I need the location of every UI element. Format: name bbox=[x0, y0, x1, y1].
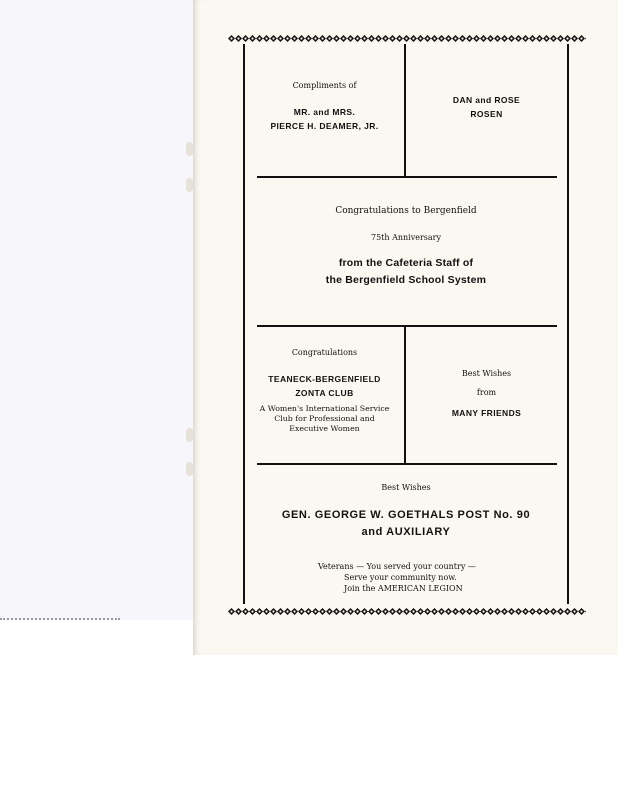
ad-intro: Congratulations bbox=[291, 348, 358, 357]
ad-slogan: Join the AMERICAN LEGION bbox=[344, 584, 463, 593]
left-page-edge bbox=[0, 0, 193, 620]
dotted-edge bbox=[0, 612, 120, 620]
ad-name: ROSEN bbox=[470, 109, 503, 119]
ornamental-border-bottom bbox=[228, 608, 586, 615]
ad-heading: and AUXILIARY bbox=[361, 526, 451, 538]
binding-hole bbox=[186, 178, 193, 192]
binding-hole bbox=[186, 142, 193, 156]
ad-legion bbox=[245, 482, 567, 541]
ad-line: Best Wishes bbox=[461, 369, 512, 378]
divider bbox=[257, 176, 557, 178]
ad-line: 75th Anniversary bbox=[370, 233, 442, 242]
binding-hole bbox=[186, 462, 193, 476]
ad-name: DAN and ROSE bbox=[452, 95, 521, 105]
ad-legion-slogan bbox=[318, 561, 518, 594]
divider bbox=[257, 325, 557, 327]
ad-name: MR. and MRS. bbox=[293, 107, 356, 117]
ad-deamer bbox=[245, 80, 404, 133]
ad-name: MANY FRIENDS bbox=[451, 408, 522, 418]
ad-slogan: Serve your community now. bbox=[344, 573, 457, 582]
ad-zonta bbox=[245, 347, 404, 434]
ad-heading: GEN. GEORGE W. GOETHALS POST No. 90 bbox=[281, 509, 531, 521]
ad-heading: the Bergenfield School System bbox=[325, 274, 487, 286]
ad-name: TEANECK-BERGENFIELD bbox=[268, 374, 381, 384]
ad-heading: from the Cafeteria Staff of bbox=[338, 257, 474, 269]
ad-desc: Executive Women bbox=[289, 424, 360, 433]
ad-rosen bbox=[406, 93, 567, 121]
ornamental-border-top bbox=[228, 35, 586, 42]
divider bbox=[257, 463, 557, 465]
ad-desc: Club for Professional and bbox=[274, 414, 375, 423]
ad-intro: Compliments of bbox=[292, 81, 357, 90]
ad-friends bbox=[406, 368, 567, 420]
ad-name: PIERCE H. DEAMER, JR. bbox=[270, 121, 379, 131]
ad-name: ZONTA CLUB bbox=[295, 388, 354, 398]
ad-slogan: Veterans — You served your country — bbox=[318, 562, 476, 571]
binding-hole bbox=[186, 428, 193, 442]
ad-line: Congratulations to Bergenfield bbox=[335, 206, 477, 216]
ad-desc: A Women's International Service bbox=[259, 404, 390, 413]
scanner-background bbox=[0, 655, 618, 800]
ad-line: from bbox=[476, 388, 497, 397]
ad-intro: Best Wishes bbox=[381, 483, 431, 492]
ad-cafeteria bbox=[245, 206, 567, 289]
